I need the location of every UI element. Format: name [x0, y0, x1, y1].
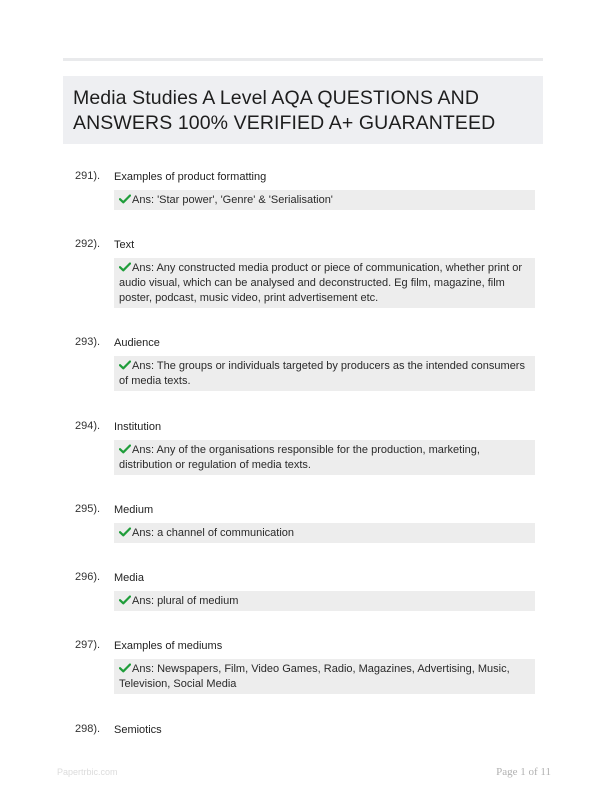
question-number: 296). — [75, 571, 101, 583]
question-number: 295). — [75, 503, 101, 515]
question-text: Audience — [114, 337, 160, 349]
document-title — [73, 86, 533, 136]
page-indicator: Page 1 of 11 — [496, 766, 551, 778]
answer-box — [114, 190, 535, 210]
document-title-box — [63, 76, 543, 144]
document-title-line-1: Media Studies A Level AQA QUESTIONS AND — [73, 87, 480, 109]
question-number: 291). — [75, 170, 101, 182]
question-number: 297). — [75, 639, 101, 651]
check-icon — [119, 663, 131, 673]
question-text: Examples of product formatting — [114, 171, 267, 183]
question-number: 293). — [75, 336, 101, 348]
footer-watermark: Papertrbic.com — [57, 767, 118, 777]
check-icon — [119, 527, 131, 537]
question-text: Text — [114, 239, 135, 251]
question-text: Examples of mediums — [114, 640, 223, 652]
answer-box — [114, 523, 535, 543]
answer-box — [114, 440, 535, 475]
document-title-line-2: ANSWERS 100% VERIFIED A+ GUARANTEED — [73, 112, 496, 134]
answer-box — [114, 258, 535, 308]
question-text: Medium — [114, 504, 154, 516]
question-text: Semiotics — [114, 724, 162, 736]
check-icon — [119, 595, 131, 605]
answer-text: Ans: Newspapers, Film, Video Games, Radio, Magazines, Advertising, Music, Television, Social Media — [119, 663, 510, 690]
answer-text: Ans: 'Star power', 'Genre' & 'Serialisation' — [132, 194, 333, 206]
answer-text: Ans: Any constructed media product or piece of communication, whether print or audio visual, which can be analysed and deconstructed. Eg film, magazine, film poster, podcast, music video, print advertisement etc. — [119, 262, 523, 304]
check-icon — [119, 262, 131, 272]
question-number: 298). — [75, 723, 101, 735]
answer-box — [114, 356, 535, 391]
check-icon — [119, 360, 131, 370]
answer-box — [114, 591, 535, 611]
check-icon — [119, 444, 131, 454]
answer-box — [114, 659, 535, 694]
top-divider — [63, 58, 543, 61]
answer-text: Ans: Any of the organisations responsible for the production, marketing, distribution or regulation of media texts. — [119, 444, 480, 471]
question-number: 292). — [75, 238, 101, 250]
answer-text: Ans: The groups or individuals targeted by producers as the intended consumers of media texts. — [119, 360, 525, 387]
answer-text: Ans: plural of medium — [132, 595, 239, 607]
answer-text: Ans: a channel of communication — [132, 527, 295, 539]
question-text: Media — [114, 572, 144, 584]
question-number: 294). — [75, 420, 101, 432]
question-text: Institution — [114, 421, 162, 433]
check-icon — [119, 194, 131, 204]
